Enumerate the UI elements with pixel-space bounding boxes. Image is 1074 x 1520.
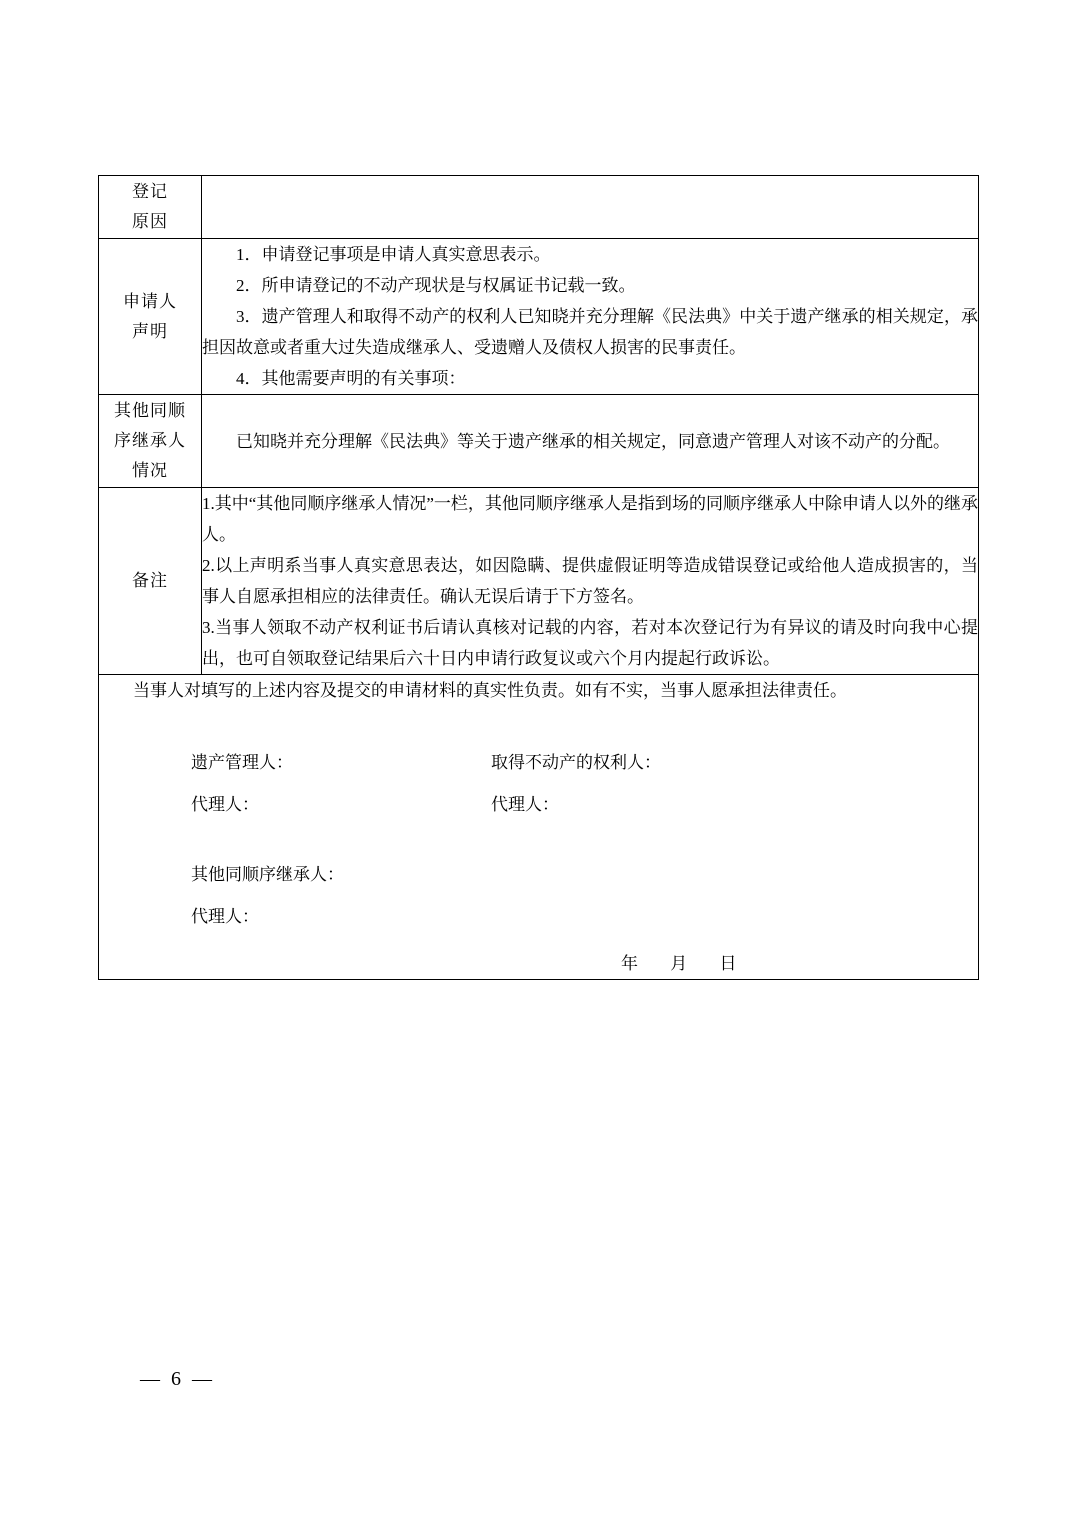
table-row-applicant-declaration (99, 239, 979, 395)
signature-spacer (191, 826, 978, 854)
agent-signature-field-right[interactable]: 代理人： (491, 795, 559, 814)
remarks-item-2: 2.以上声明系当事人真实意思表达，如因隐瞒、提供虚假证明等造成错误登记或给他人造成损害的，当事人自愿承担相应的法律责任。确认无误后请于下方签名。 (202, 556, 978, 606)
signature-row-agents (191, 784, 978, 826)
label-line-2: 声明 (132, 321, 168, 341)
row-label-remarks (99, 488, 202, 675)
table-row-registration-reason (99, 176, 979, 239)
rights-holder-signature-field[interactable]: 取得不动产的权利人： (491, 753, 661, 772)
other-heirs-statement: 已知晓并充分理解《民法典》等关于遗产继承的相关规定，同意遗产管理人对该不动产的分配。 (236, 431, 950, 451)
declaration-item-3: 3．遗产管理人和取得不动产的权利人已知晓并充分理解《民法典》中关于遗产继承的相关规定，承担因故意或者重大过失造成继承人、受遗赠人及债权人损害的民事责任。 (202, 307, 978, 357)
declaration-item-2: 2．所申请登记的不动产现状是与权属证书记载一致。 (236, 276, 636, 295)
row-label-applicant-declaration (99, 239, 202, 395)
row-label-other-heirs (99, 395, 202, 488)
agent-signature-field-left[interactable]: 代理人： (191, 795, 259, 814)
declaration-item-1: 1．申请登记事项是申请人真实意思表示。 (236, 245, 551, 264)
agent-signature-field-bottom[interactable]: 代理人： (191, 907, 259, 926)
signature-row-principals (191, 742, 978, 784)
application-form-table (98, 175, 979, 980)
row-label-registration-reason (99, 176, 202, 239)
table-row-other-heirs (99, 395, 979, 488)
label-line-2: 原因 (132, 212, 168, 231)
page-number: — 6 — (140, 1368, 215, 1390)
signature-section (99, 675, 979, 980)
remarks-item-1: 1.其中“其他同顺序继承人情况”一栏，其他同顺序继承人是指到场的同顺序继承人中除申请人以外的继承人。 (202, 494, 978, 544)
row-content-remarks (202, 488, 979, 675)
signature-block (99, 742, 978, 979)
signature-row-other-heirs-agent (191, 896, 978, 938)
label-line-2: 序继承人 (114, 431, 186, 450)
label-line-1: 申请人 (123, 291, 177, 311)
label-line-1: 登记 (132, 182, 168, 201)
remarks-item-3: 3.当事人领取不动产权利证书后请认真核对记载的内容，若对本次登记行为有异议的请及时向我中心提出，也可自领取登记结果后六十日内申请行政复议或六个月内提起行政诉讼。 (202, 618, 978, 668)
declaration-item-4: 4．其他需要声明的有关事项： (236, 369, 466, 388)
signature-row-other-heirs (191, 854, 978, 896)
row-content-registration-reason[interactable] (202, 176, 979, 239)
table-row-signature-section (99, 675, 979, 980)
other-heirs-signature-field[interactable]: 其他同顺序继承人： (191, 865, 344, 884)
responsibility-statement: 当事人对填写的上述内容及提交的申请材料的真实性负责。如有不实，当事人愿承担法律责任。 (133, 681, 847, 700)
label-line-1: 备注 (132, 571, 168, 590)
label-line-3: 情况 (132, 461, 168, 480)
date-line[interactable]: 年 月 日 (621, 954, 751, 973)
row-content-applicant-declaration (202, 239, 979, 395)
estate-manager-signature-field[interactable]: 遗产管理人： (191, 753, 293, 772)
row-content-other-heirs (202, 395, 979, 488)
table-row-remarks (99, 488, 979, 675)
label-line-1: 其他同顺 (114, 401, 186, 420)
